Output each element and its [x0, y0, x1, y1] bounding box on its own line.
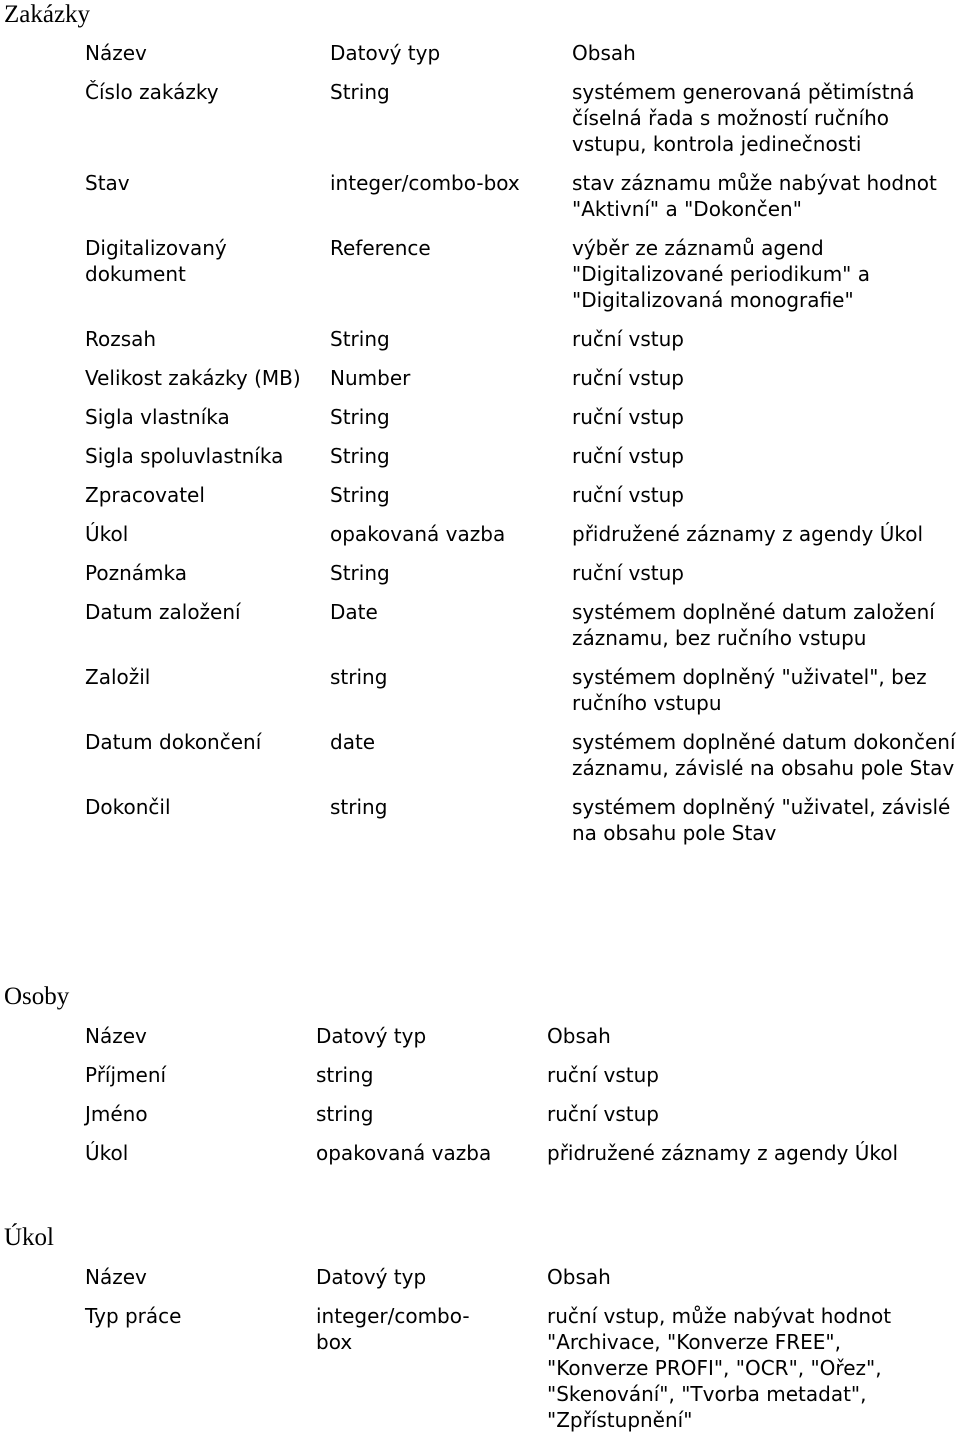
field-name: Sigla spoluvlastníka: [85, 444, 284, 468]
table-row: [85, 79, 960, 170]
field-type: Number: [330, 366, 411, 390]
column-header-nazev: Název: [85, 41, 147, 65]
field-content: systémem generovaná pětimístná číselná řada s možností ručního vstupu, kontrola jedinečnosti: [572, 80, 915, 156]
table-row: [85, 729, 960, 794]
table-row: [85, 365, 960, 404]
field-name: Sigla vlastníka: [85, 405, 230, 429]
field-name: Založil: [85, 665, 151, 689]
field-type: string: [330, 665, 388, 689]
field-content: ruční vstup: [547, 1063, 659, 1087]
table-row: [85, 404, 960, 443]
field-name: Úkol: [85, 522, 129, 546]
field-content: ruční vstup: [547, 1102, 659, 1126]
table-row: [85, 521, 960, 560]
field-name: Rozsah: [85, 327, 157, 351]
field-content: systémem doplněné datum založení záznamu, bez ručního vstupu: [572, 600, 935, 650]
field-type: String: [330, 327, 390, 351]
field-content: ruční vstup: [572, 444, 684, 468]
table-row: [85, 1140, 947, 1179]
field-type: string: [330, 795, 388, 819]
table-row: [85, 599, 960, 664]
field-type: integer/combo-box: [316, 1304, 470, 1354]
field-name: Jméno: [85, 1102, 148, 1126]
table-row: [85, 1303, 937, 1446]
field-name: Stav: [85, 171, 130, 195]
column-header-obsah: Obsah: [572, 41, 636, 65]
field-name: Úkol: [85, 1141, 129, 1165]
column-header-nazev: Název: [85, 1024, 147, 1048]
table-row: [85, 443, 960, 482]
field-type: String: [330, 80, 390, 104]
table-row: [85, 326, 960, 365]
field-type: string: [316, 1102, 374, 1126]
field-content: ruční vstup: [572, 483, 684, 507]
table-row: [85, 794, 960, 859]
field-name: Digitalizovaný dokument: [85, 236, 227, 286]
field-name: Velikost zakázky (MB): [85, 366, 301, 390]
table-row: [85, 664, 960, 729]
field-type: Date: [330, 600, 378, 624]
osoby-table: [85, 1023, 947, 1179]
field-content: přidružené záznamy z agendy Úkol: [572, 522, 924, 546]
field-type: String: [330, 561, 390, 585]
field-name: Datum založení: [85, 600, 241, 624]
column-header-obsah: Obsah: [547, 1265, 611, 1289]
field-content: stav záznamu může nabývat hodnot "Aktivní" a "Dokončen": [572, 171, 937, 221]
field-type: opakovaná vazba: [316, 1141, 492, 1165]
field-name: Datum dokončení: [85, 730, 262, 754]
table-header-row: [85, 1264, 937, 1303]
field-content: ruční vstup: [572, 366, 684, 390]
table-row: [85, 235, 960, 326]
field-type: string: [316, 1063, 374, 1087]
field-name: Dokončil: [85, 795, 171, 819]
section-title-zakazky: Zakázky: [4, 1, 91, 28]
field-type: Reference: [330, 236, 431, 260]
field-content: ruční vstup: [572, 405, 684, 429]
field-type: opakovaná vazba: [330, 522, 506, 546]
field-name: Příjmení: [85, 1063, 167, 1087]
section-title-ukol: Úkol: [4, 1224, 54, 1251]
field-name: Zpracovatel: [85, 483, 205, 507]
column-header-datovy-typ: Datový typ: [316, 1265, 427, 1289]
table-row: [85, 1062, 947, 1101]
field-name: Typ práce: [85, 1304, 182, 1328]
table-header-row: [85, 1023, 947, 1062]
field-content: ruční vstup, může nabývat hodnot "Archivace, "Konverze FREE", "Konverze PROFI", "OCR", "Ořez", "Skenování", "Tvorba metadat", "Zpřístupnění": [547, 1304, 892, 1432]
column-header-datovy-typ: Datový typ: [330, 41, 441, 65]
table-header-row: [85, 40, 960, 79]
field-type: date: [330, 730, 376, 754]
section-title-osoby: Osoby: [4, 983, 70, 1010]
field-content: systémem doplněný "uživatel", bez ručního vstupu: [572, 665, 927, 715]
zakazky-table: [85, 40, 960, 859]
column-header-nazev: Název: [85, 1265, 147, 1289]
field-content: systémem doplněné datum dokončení záznamu, závislé na obsahu pole Stav: [572, 730, 956, 780]
field-content: ruční vstup: [572, 327, 684, 351]
field-type: String: [330, 444, 390, 468]
field-type: String: [330, 405, 390, 429]
field-type: String: [330, 483, 390, 507]
field-name: Číslo zakázky: [85, 80, 219, 104]
field-name: Poznámka: [85, 561, 187, 585]
column-header-obsah: Obsah: [547, 1024, 611, 1048]
field-type: integer/combo-box: [330, 171, 520, 195]
ukol-table: [85, 1264, 937, 1446]
table-row: [85, 170, 960, 235]
field-content: ruční vstup: [572, 561, 684, 585]
table-row: [85, 1101, 947, 1140]
field-content: systémem doplněný "uživatel, závislé na obsahu pole Stav: [572, 795, 951, 845]
column-header-datovy-typ: Datový typ: [316, 1024, 427, 1048]
field-content: přidružené záznamy z agendy Úkol: [547, 1141, 899, 1165]
field-content: výběr ze záznamů agend "Digitalizované periodikum" a "Digitalizovaná monografie": [572, 236, 870, 312]
table-row: [85, 482, 960, 521]
table-row: [85, 560, 960, 599]
